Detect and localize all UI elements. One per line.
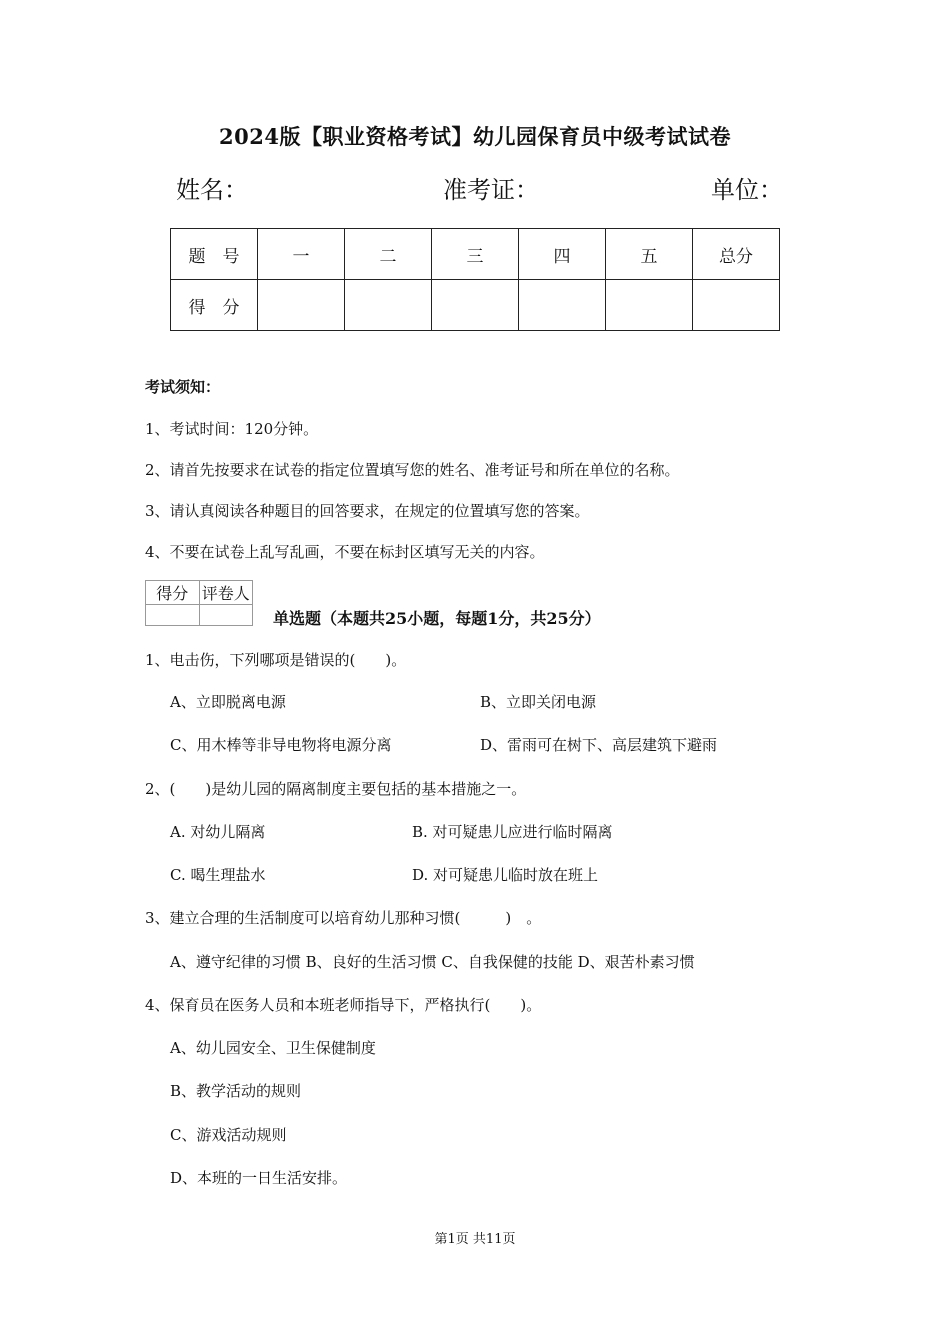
grader-score-cell[interactable] (146, 605, 200, 626)
question-1-option-c[interactable]: C、用木棒等非导电物将电源分离 (170, 736, 392, 754)
exam-title: 2024版【职业资格考试】幼儿园保育员中级考试试卷 (219, 124, 731, 149)
question-2-stem: 2、( )是幼儿园的隔离制度主要包括的基本措施之一。 (145, 780, 527, 798)
name-label: 姓名： (176, 176, 248, 204)
section-title: 单选题（本题共25小题，每题1分，共25分） (273, 609, 601, 628)
grader-reviewer-cell[interactable] (199, 605, 253, 626)
question-1-option-a[interactable]: A、立即脱离电源 (170, 693, 286, 711)
page-footer: 第1页 共11页 (434, 1232, 516, 1247)
question-4-option-d[interactable]: D、本班的一日生活安排。 (170, 1169, 348, 1187)
score-table-score-row (171, 280, 780, 331)
question-1-option-d[interactable]: D、雷雨可在树下、高层建筑下避雨 (480, 736, 718, 754)
score-header-total: 总分 (693, 229, 780, 280)
score-header-3: 三 (432, 229, 519, 280)
question-1-stem: 1、电击伤，下列哪项是错误的( )。 (145, 651, 407, 669)
unit-label: 单位： (711, 176, 783, 204)
notice-heading: 考试须知： (145, 378, 221, 396)
score-header-5: 五 (606, 229, 693, 280)
question-3-options[interactable]: A、遵守纪律的习惯 B、良好的生活习惯 C、自我保健的技能 D、艰苦朴素习惯 (170, 953, 695, 971)
grader-score-label: 得分 (146, 581, 200, 605)
notice-item-2: 2、请首先按要求在试卷的指定位置填写您的姓名、准考证号和所在单位的名称。 (145, 461, 680, 479)
question-1-option-b[interactable]: B、立即关闭电源 (480, 693, 597, 711)
notice-item-3: 3、请认真阅读各种题目的回答要求，在规定的位置填写您的答案。 (145, 502, 590, 520)
score-header-2: 二 (345, 229, 432, 280)
question-4-option-c[interactable]: C、游戏活动规则 (170, 1126, 287, 1144)
question-2-option-c[interactable]: C. 喝生理盐水 (170, 866, 266, 884)
question-2-option-d[interactable]: D. 对可疑患儿临时放在班上 (412, 866, 599, 884)
grader-reviewer-label: 评卷人 (199, 581, 253, 605)
exam-id-label: 准考证： (443, 176, 539, 204)
score-cell-2[interactable] (345, 280, 432, 331)
score-cell-1[interactable] (258, 280, 345, 331)
score-row-label: 得 分 (171, 280, 258, 331)
score-table-header-row (171, 229, 780, 280)
question-2-option-b[interactable]: B. 对可疑患儿应进行临时隔离 (412, 823, 613, 841)
score-cell-3[interactable] (432, 280, 519, 331)
question-4-stem: 4、保育员在医务人员和本班老师指导下，严格执行( )。 (145, 996, 542, 1014)
question-3-stem: 3、建立合理的生活制度可以培育幼儿那种习惯( ) 。 (145, 909, 542, 927)
score-header-4: 四 (519, 229, 606, 280)
score-cell-4[interactable] (519, 280, 606, 331)
notice-item-4: 4、不要在试卷上乱写乱画，不要在标封区填写无关的内容。 (145, 543, 545, 561)
question-4-option-a[interactable]: A、幼儿园安全、卫生保健制度 (170, 1039, 376, 1057)
question-4-option-b[interactable]: B、教学活动的规则 (170, 1082, 302, 1100)
question-2-option-a[interactable]: A. 对幼儿隔离 (170, 823, 266, 841)
grader-box (145, 580, 253, 626)
notice-item-1: 1、考试时间：120分钟。 (145, 420, 319, 438)
score-cell-total[interactable] (693, 280, 780, 331)
score-header-label: 题 号 (171, 229, 258, 280)
score-header-1: 一 (258, 229, 345, 280)
score-cell-5[interactable] (606, 280, 693, 331)
score-table (170, 228, 780, 331)
